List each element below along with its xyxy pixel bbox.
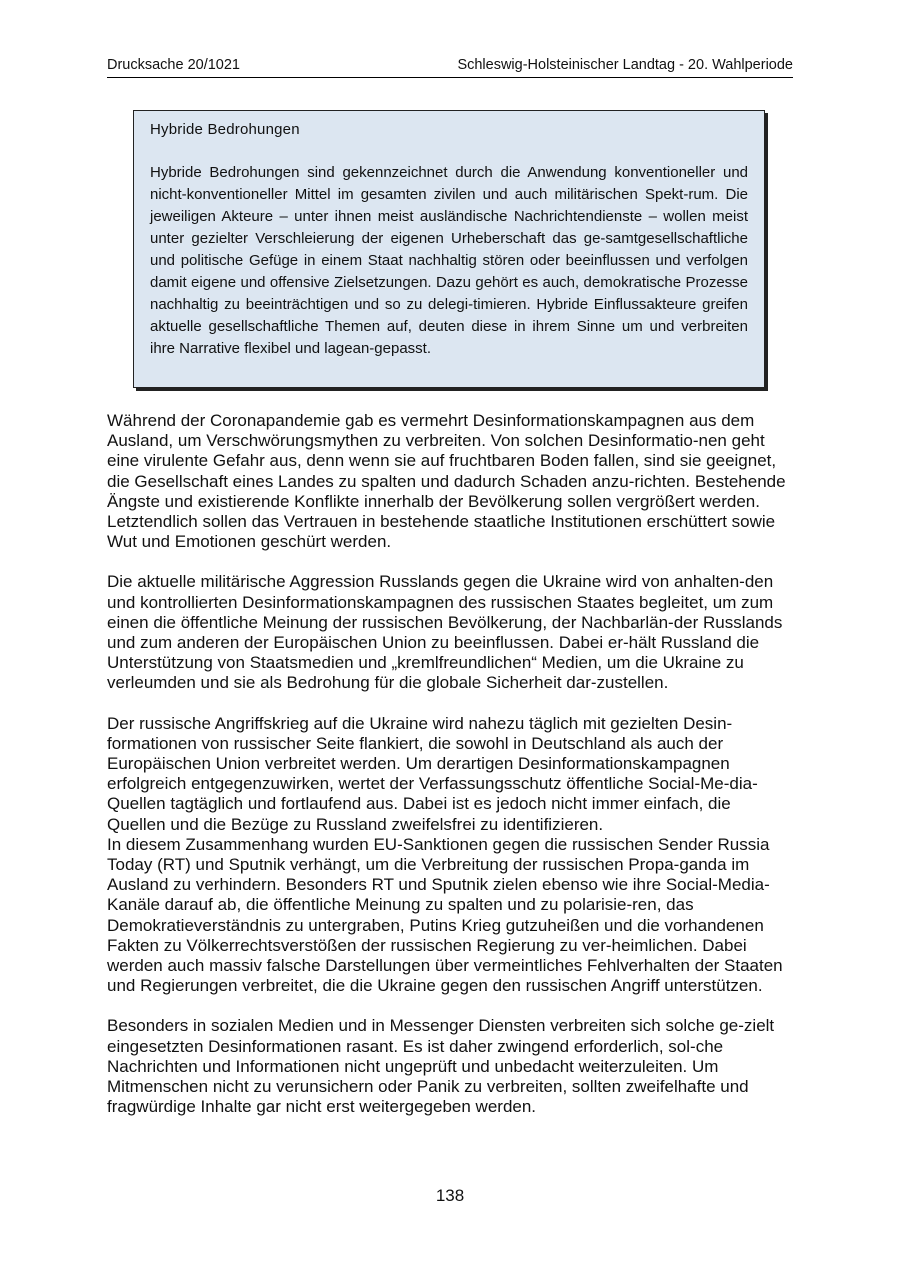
info-box-text: Hybride Bedrohungen sind gekennzeichnet durch die Anwendung konventioneller und nicht-konventioneller Mittel im gesamten zivilen und auch militärischen Spekt-rum. Die jeweiligen Akteure – unter ihnen meist ausländische Nachrichtendienste – wollen meist unter gezielter Verschleierung der eigenen Urheberschaft das ge-samtgesellschaftliche und politische Gefüge in einem Staat nachhaltig stören oder beeinflussen und verfolgen damit eigene und offensive Zielsetzungen. Dazu gehört es auch, demokratische Prozesse nachhaltig zu beeinträchtigen und so zu delegi-timieren. Hybride Einflussakteure greifen aktuelle gesellschaftliche Themen auf, deuten diese in ihrem Sinne um und verbreiten ihre Narrative flexibel und lagean-gepasst. xyxy=(150,164,748,357)
body-text xyxy=(107,411,791,1138)
paragraph: Besonders in sozialen Medien und in Messenger Diensten verbreiten sich solche ge-zielt eingesetzten Desinformationen rasant. Es ist daher zwingend erforderlich, sol-che Nachrichten und Informationen nicht ungeprüft und unbedacht weiterzuleiten. Um Mitmenschen nicht zu verunsichern oder Panik zu verbreiten, sollten zweifelhafte und fragwürdige Inhalte gar nicht erst weitergegeben werden. xyxy=(107,1016,775,1117)
paragraph: Der russische Angriffskrieg auf die Ukraine wird nahezu täglich mit gezielten Desin-formationen von russischer Seite flankiert, die sowohl in Deutschland als auch der Europäischen Union verbreitet werden. Um derartigen Desinformationskampagnen erfolgreich entgegenzuwirken, wertet der Verfassungsschutz öffentliche Social-Me-dia-Quellen tagtäglich und fortlaufend aus. Dabei ist es jedoch nicht immer einfach, die Quellen und die Bezüge zu Russland zweifelsfrei zu identifizieren. In diesem Zusammenhang wurden EU-Sanktionen gegen die russischen Sender Russia Today (RT) und Sputnik verhängt, um die Verbreitung der russischen Propa-ganda im Ausland zu verhindern. Besonders RT und Sputnik zielen ebenso wie ihre Social-Media-Kanäle darauf ab, die öffentliche Meinung zu spalten und zu polarisie-ren, das Demokratieverständnis zu untergraben, Putins Krieg gutzuheißen und die vorhandenen Fakten zu Völkerrechtsverstößen der russischen Regierung zu ver-heimlichen. Dabei werden auch massiv falsche Darstellungen über vermeintliches Fehlverhalten der Staaten und Regierungen verbreitet, die die Ukraine gegen den russischen Angriff unterstützen. xyxy=(107,713,783,996)
document-number: Drucksache 20/1021 xyxy=(107,57,240,73)
paragraph: Während der Coronapandemie gab es vermehrt Desinformationskampagnen aus dem Ausland, um Verschwörungsmythen zu verbreiten. Von solchen Desinformatio-nen geht eine virulente Gefahr aus, denn wenn sie auf fruchtbaren Boden fallen, sind sie geeignet, die Gesellschaft eines Landes zu spalten und dadurch Schaden anzu-richten. Bestehende Ängste und existierende Konflikte innerhalb der Bevölkerung sollen vergrößert werden. Letztendlich sollen das Vertrauen in bestehende staatliche Institutionen erschüttert sowie Wut und Emotionen geschürt werden. xyxy=(107,411,786,552)
page-header xyxy=(107,55,793,78)
parliament-name: Schleswig-Holsteinischer Landtag - 20. Wahlperiode xyxy=(457,57,793,73)
page-number: 138 xyxy=(435,1186,465,1205)
info-box-title: Hybride Bedrohungen xyxy=(150,121,300,138)
info-box xyxy=(133,110,765,388)
paragraph: Die aktuelle militärische Aggression Russlands gegen die Ukraine wird von anhalten-den und kontrollierten Desinformationskampagnen des russischen Staates begleitet, um zum einen die öffentliche Meinung der russischen Bevölkerung, der Nachbarlän-der Russlands und zum anderen der Europäischen Union zu beeinflussen. Dabei er-hält Russland die Unterstützung von Staatsmedien und „kremlfreundlichen“ Medien, um die Ukraine zu verleumden und sie als Bedrohung für die globale Sicherheit dar-zustellen. xyxy=(107,572,783,693)
